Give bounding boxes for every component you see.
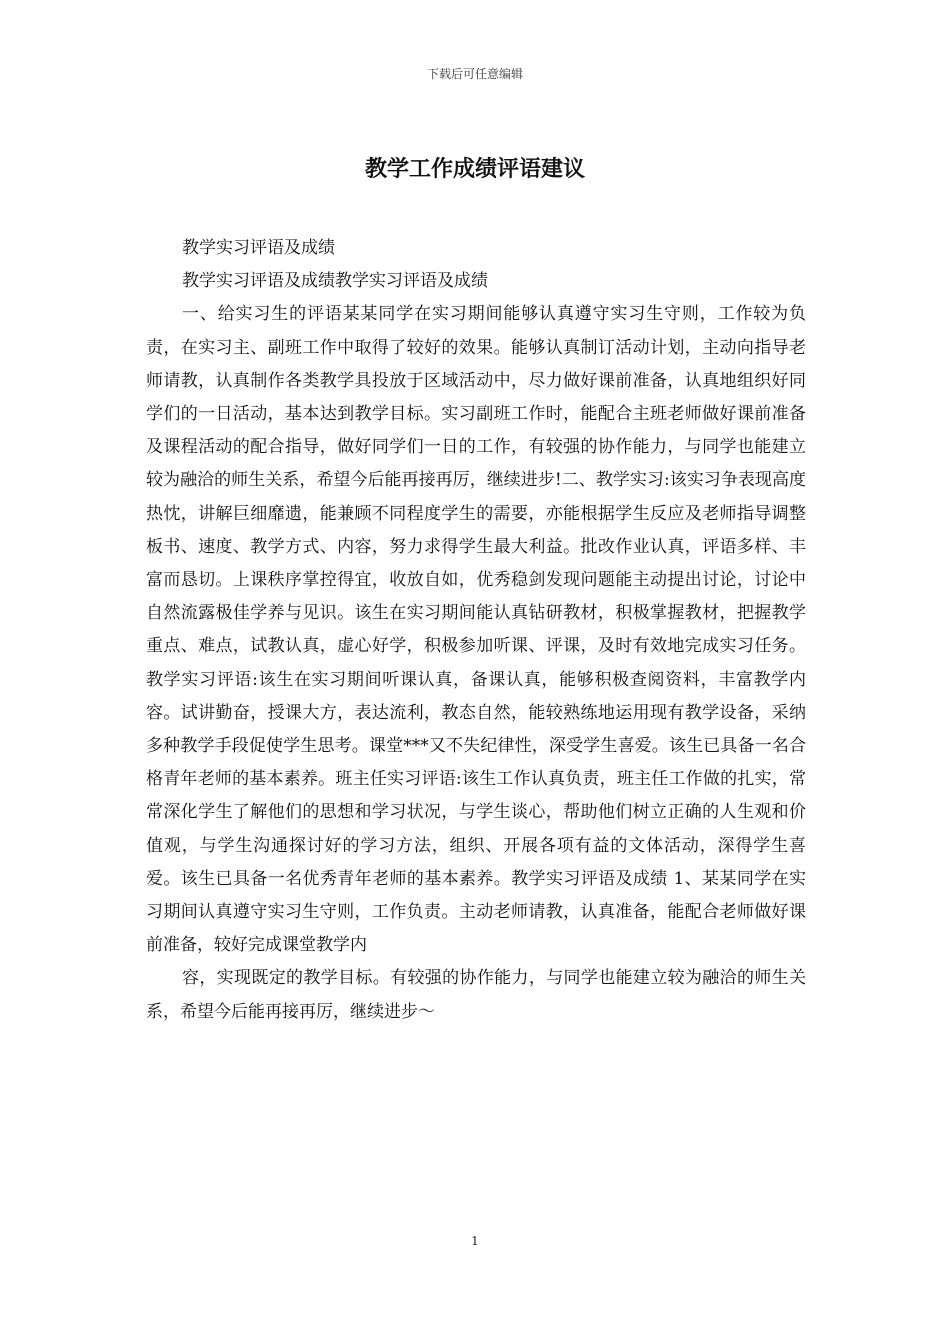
- paragraph-continuation: 容，实现既定的教学目标。有较强的协作能力，与同学也能建立较为融洽的师生关系，希望今后能再接再厉，继续进步～: [146, 968, 806, 1022]
- page-number: 1: [471, 1234, 479, 1248]
- document-body: [146, 232, 806, 1029]
- document-title: 教学工作成绩评语建议: [364, 156, 585, 182]
- header-note: 下载后可任意编辑: [426, 67, 523, 81]
- paragraph-main: 一、给实习生的评语某某同学在实习期间能够认真遵守实习生守则，工作较为负责，在实习主、副班工作中取得了较好的效果。能够认真制订活动计划，主动向指导老师请教，认真制作各类教学具投放于区域活动中，尽力做好课前准备，认真地组织好同学们的一日活动，基本达到教学目标。实习副班工作时，能配合主班老师做好课前准备及课程活动的配合指导，做好同学们一日的工作，有较强的协作能力，与同学也能建立较为融洽的师生关系，希望今后能再接再厉，继续进步!二、教学实习:该实习争表现高度热忱，讲解巨细靡遗，能兼顾不同程度学生的需要，亦能根据学生反应及老师指导调整板书、速度、教学方式、内容，努力求得学生最大利益。批改作业认真，评语多样、丰富而恳切。上课秩序掌控得宜，收放自如，优秀稳剑发现问题能主动提出讨论，讨论中自然流露极佳学养与见识。该生在实习期间能认真钻研教材，积极掌握教材，把握教学重点、难点，试教认真，虚心好学，积极参加听课、评课，及时有效地完成实习任务。教学实习评语:该生在实习期间听课认真，备课认真，能够积极查阅资料，丰富教学内容。试讲勤奋，授课大方，表达流利，教态自然，能较熟练地运用现有教学设备，采纳多种教学手段促使学生思考。课堂***又不失纪律性，深受学生喜爱。该生已具备一名合格青年老师的基本素养。班主任实习评语:该生工作认真负责，班主任工作做的扎实，常常深化学生了解他们的思想和学习状况，与学生谈心，帮助他们树立正确的人生观和价值观，与学生沟通探讨好的学习方法，组织、开展各项有益的文体活动，深得学生喜爱。该生已具备一名优秀青年老师的基本素养。教学实习评语及成绩 1、某某同学在实习期间认真遵守实习生守则，工作负责。主动老师请教，认真准备，能配合老师做好课前准备，较好完成课堂教学内: [146, 304, 806, 956]
- paragraph-subheading: 教学实习评语及成绩教学实习评语及成绩: [182, 271, 488, 292]
- paragraph-heading: 教学实习评语及成绩: [182, 238, 335, 258]
